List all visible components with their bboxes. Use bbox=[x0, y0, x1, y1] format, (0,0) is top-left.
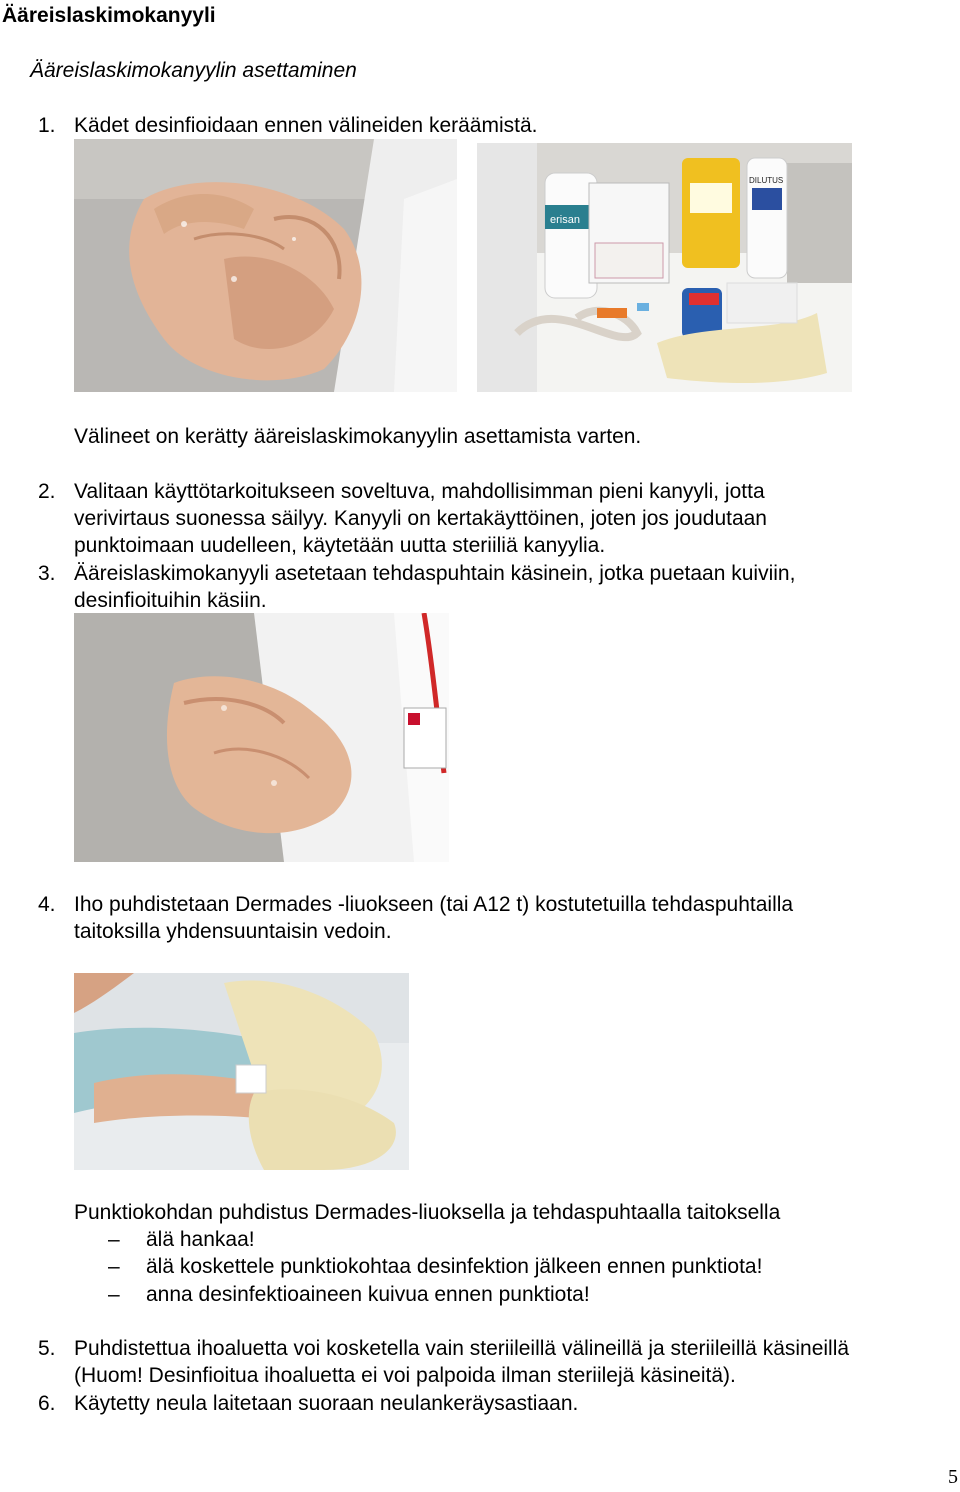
cleaning-caption: Punktiokohdan puhdistus Dermades-liuoksella ja tehdaspuhtaalla taitoksella bbox=[74, 1201, 781, 1224]
dash-bullet: – bbox=[108, 1255, 120, 1278]
step-number: 1. bbox=[38, 114, 56, 137]
step-number: 3. bbox=[38, 562, 56, 585]
product-label-erisan: erisan bbox=[550, 214, 580, 226]
step-number: 2. bbox=[38, 480, 56, 503]
step-text: desinfioituihin käsiin. bbox=[74, 589, 267, 612]
hand-drying-photo bbox=[74, 613, 449, 862]
step-number: 4. bbox=[38, 893, 56, 916]
equipment-photo bbox=[477, 143, 852, 392]
document-title: Ääreislaskimokanyyli bbox=[2, 4, 216, 27]
step-text: (Huom! Desinfioitua ihoaluetta ei voi palpoida ilman steriilejä käsineitä). bbox=[74, 1364, 736, 1387]
step-text: Iho puhdistetaan Dermades -liuokseen (tai A12 t) kostutetuilla tehdaspuhtailla bbox=[74, 893, 794, 916]
step-text: Kädet desinfioidaan ennen välineiden keräämistä. bbox=[74, 114, 538, 137]
step-text: punktoimaan uudelleen, käytetään uutta steriiliä kanyylia. bbox=[74, 534, 606, 557]
dash-item: älä hankaa! bbox=[146, 1228, 255, 1251]
hand-disinfection-photo bbox=[74, 139, 457, 392]
step-text: verivirtaus suonessa säilyy. Kanyyli on kertakäyttöinen, joten jos joudutaan bbox=[74, 507, 767, 530]
dash-item: älä koskettele punktiokohtaa desinfektion jälkeen ennen punktiota! bbox=[146, 1255, 763, 1278]
dash-item: anna desinfektioaineen kuivua ennen punktiota! bbox=[146, 1283, 590, 1306]
step-text: Käytetty neula laitetaan suoraan neulankeräysastiaan. bbox=[74, 1392, 579, 1415]
skin-cleaning-photo bbox=[74, 973, 409, 1170]
step-text: Puhdistettua ihoaluetta voi kosketella vain steriileillä välineillä ja steriileillä käsineillä bbox=[74, 1337, 850, 1360]
section-subtitle: Ääreislaskimokanyylin asettaminen bbox=[30, 59, 357, 82]
product-label-dilutus: DILUTUS bbox=[749, 176, 784, 185]
equipment-caption: Välineet on kerätty ääreislaskimokanyylin asettamista varten. bbox=[74, 425, 642, 448]
step-text: taitoksilla yhdensuuntaisin vedoin. bbox=[74, 920, 392, 943]
step-text: Valitaan käyttötarkoitukseen soveltuva, mahdollisimman pieni kanyyli, jotta bbox=[74, 480, 765, 503]
step-number: 6. bbox=[38, 1392, 56, 1415]
dash-bullet: – bbox=[108, 1228, 120, 1251]
dash-bullet: – bbox=[108, 1283, 120, 1306]
page-number: 5 bbox=[948, 1466, 958, 1488]
step-number: 5. bbox=[38, 1337, 56, 1360]
step-text: Ääreislaskimokanyyli asetetaan tehdaspuhtain käsinein, jotka puetaan kuiviin, bbox=[74, 562, 796, 585]
